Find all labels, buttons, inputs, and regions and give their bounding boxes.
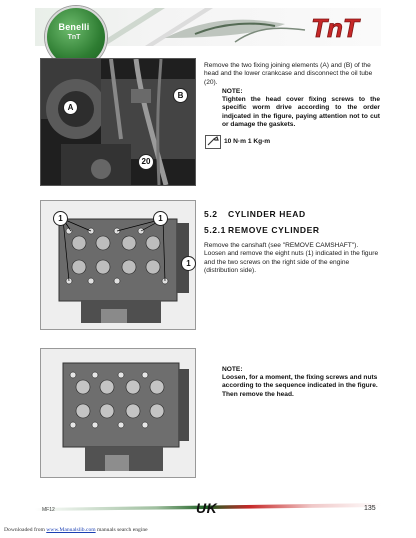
- callout-20: 20: [138, 154, 154, 170]
- callout-1-side: 1: [181, 256, 196, 271]
- brand-model: TnT: [67, 34, 81, 41]
- note-text-bottom: Loosen, for a moment, the fixing screws and nuts according to the sequence indicated in the figure. Then remove the head.: [222, 374, 378, 398]
- torque-wrench-icon: [205, 135, 221, 149]
- callout-1-right: 1: [153, 211, 168, 226]
- intro-paragraph: Remove the two fixing joining elements (A) and (B) of the head and the lower crankcase and disconnect the oil tube (20).: [204, 62, 373, 86]
- tnt-logo: [290, 12, 380, 44]
- callout-b: B: [173, 88, 188, 103]
- note-text-top: Tighten the head cover fixing screws to the specific worm drive according to the order indjcated in the figure, paying attention not to cut or damage the gaskets.: [222, 96, 380, 129]
- section-title: CYLINDER HEAD: [228, 209, 306, 219]
- download-suffix: manuals search engine: [95, 527, 148, 533]
- download-prefix: Downloaded from: [4, 527, 47, 533]
- section-number: 5.2: [204, 209, 218, 219]
- footer-code: MF12: [42, 507, 55, 513]
- subsection-number: 5.2.1: [204, 225, 226, 235]
- torque-value: 10 N·m 1 Kg-m: [224, 138, 271, 145]
- head-sequence-photo: [40, 348, 196, 478]
- callout-a: A: [63, 100, 78, 115]
- brand-name: Benelli: [58, 22, 90, 32]
- engine-photo-top: [40, 58, 196, 186]
- note-label-bottom: NOTE:: [222, 366, 243, 373]
- download-notice: [4, 527, 148, 533]
- callout-1-left: 1: [53, 211, 68, 226]
- remove-cylinder-text: Remove the canshaft (see "REMOVE CAMSHAFT"). Loosen and remove the eight nuts (1) indicated in the figure and the two screws on the right side of the engine (distribution side).: [204, 242, 379, 275]
- head-sequence-drawing: [41, 349, 195, 477]
- manualslib-link[interactable]: www.Manualslib.com: [46, 527, 96, 533]
- subsection-title: REMOVE CYLINDER: [228, 225, 320, 235]
- note-label-top: NOTE:: [222, 88, 243, 95]
- page-number: 135: [364, 505, 376, 512]
- footer-region: UK: [196, 500, 218, 516]
- tnt-logo-text: TnT: [311, 13, 359, 43]
- engine-photo-top-drawing: [41, 59, 195, 185]
